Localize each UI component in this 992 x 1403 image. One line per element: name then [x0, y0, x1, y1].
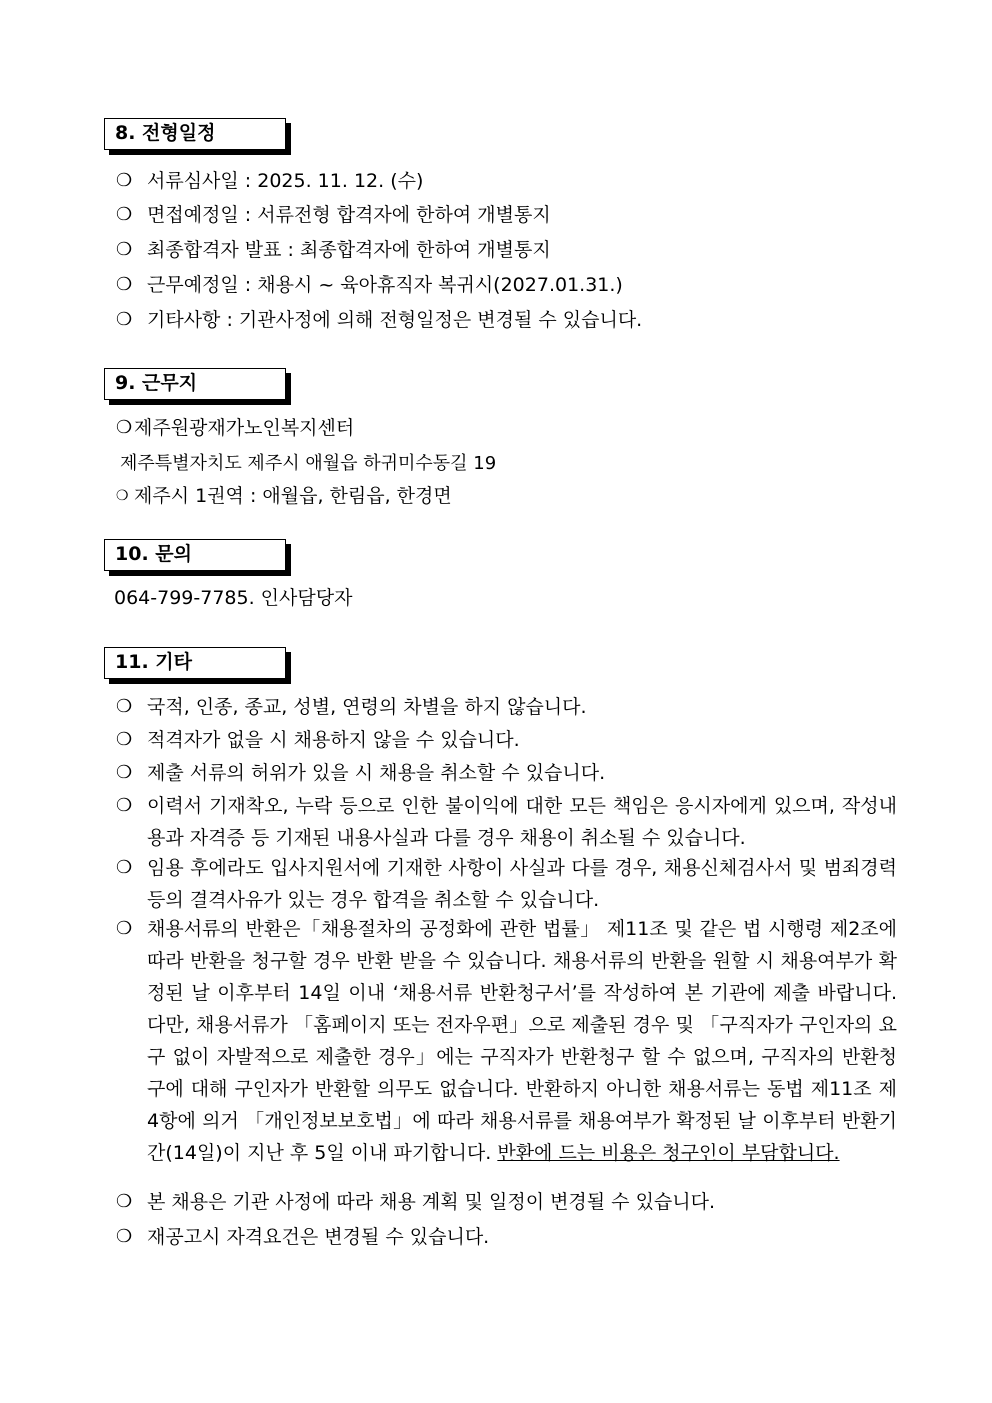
bullet-icon: ❍ [116, 239, 133, 260]
schedule-document-review: 서류심사일 : 2025. 11. 12. (수) [147, 170, 424, 192]
bullet-icon: ❍ [116, 857, 133, 878]
bullet-icon: ❍ [116, 1226, 133, 1247]
schedule-interview: 면접예정일 : 서류전형 합격자에 한하여 개별통지 [147, 204, 551, 226]
notice-item: 재공고시 자격요건은 변경될 수 있습니다. [147, 1226, 490, 1248]
bullet-icon: ❍ [116, 488, 129, 504]
bullet-icon: ❍ [116, 918, 133, 939]
notice-item: 적격자가 없을 시 채용하지 않을 수 있습니다. [147, 729, 520, 751]
bullet-icon: ❍ [116, 1191, 133, 1212]
workplace-address: 제주특별자치도 제주시 애월읍 하귀미수동길 19 [120, 453, 497, 474]
bullet-icon: ❍ [116, 795, 133, 816]
notice-item: 이력서 기재착오, 누락 등으로 인한 불이익에 대한 모든 책임은 응시자에게 있으며, 작성내용과 자격증 등 기재된 내용사실과 다를 경우 채용이 취소될 수 있습니다. [147, 795, 897, 849]
bullet-icon: ❍ [116, 204, 133, 225]
notice-item: 본 채용은 기관 사정에 따라 채용 계획 및 일정이 변경될 수 있습니다. [147, 1191, 716, 1213]
notice-item-document-return [147, 913, 897, 1169]
notice-item: 임용 후에라도 입사지원서에 기재한 사항이 사실과 다를 경우, 채용신체검사서 및 범죄경력 등의 결격사유가 있는 경우 합격을 취소할 수 있습니다. [147, 857, 897, 911]
bullet-icon: ❍ [116, 274, 133, 295]
schedule-start-date: 근무예정일 : 채용시 ~ 육아휴직자 복귀시(2027.01.31.) [147, 274, 623, 296]
bullet-icon: ❍ [116, 696, 133, 717]
section-9-header: 9. 근무지 [104, 368, 286, 400]
underlined-cost-note: 반환에 드는 비용은 청구인이 부담합니다. [497, 1142, 840, 1164]
document-return-text: 채용서류의 반환은「채용절차의 공정화에 관한 법률」 제11조 및 같은 법 시행령 제2조에 따라 반환을 청구할 경우 반환 받을 수 있습니다. 채용서류의 반환을 원할 시 채용여부가 확정된 날 이후부터 14일 이내 ‘채용서류 반환청구서’를 작성하여 본 기관에 제출 바랍니다. 다만, 채용서류가 「홈페이지 또는 전자우편」으로 제출된 경우 및 「구직자가 구인자의 요구 없이 자발적으로 제출한 경우」에는 구직자가 반환청구 할 수 없으며, 구직자의 반환청구에 대해 구인자가 반환할 의무도 없습니다. 반환하지 아니한 채용서류는 동법 제11조 제4항에 의거 「개인정보보호법」에 따라 채용서류를 채용여부가 확정된 날 이후부터 반환기간(14일)이 지난 후 5일 이내 파기합니다. [147, 918, 897, 1164]
contact-info: 064-799-7785. 인사담당자 [114, 587, 353, 609]
workplace-name: 제주원광재가노인복지센터 [134, 417, 355, 439]
schedule-final-announcement: 최종합격자 발표 : 최종합격자에 한하여 개별통지 [147, 239, 551, 261]
section-8-header: 8. 전형일정 [104, 118, 286, 150]
workplace-area: 제주시 1권역 : 애월읍, 한림읍, 한경면 [134, 485, 452, 507]
bullet-icon: ❍ [116, 729, 133, 750]
notice-item: 국적, 인종, 종교, 성별, 연령의 차별을 하지 않습니다. [147, 696, 587, 718]
bullet-icon: ❍ [116, 417, 133, 438]
section-10-header: 10. 문의 [104, 539, 286, 571]
bullet-icon: ❍ [116, 170, 133, 191]
bullet-icon: ❍ [116, 762, 133, 783]
notice-item: 제출 서류의 허위가 있을 시 채용을 취소할 수 있습니다. [147, 762, 606, 784]
bullet-icon: ❍ [116, 309, 133, 330]
section-11-header: 11. 기타 [104, 647, 286, 679]
schedule-other: 기타사항 : 기관사정에 의해 전형일정은 변경될 수 있습니다. [147, 309, 643, 331]
